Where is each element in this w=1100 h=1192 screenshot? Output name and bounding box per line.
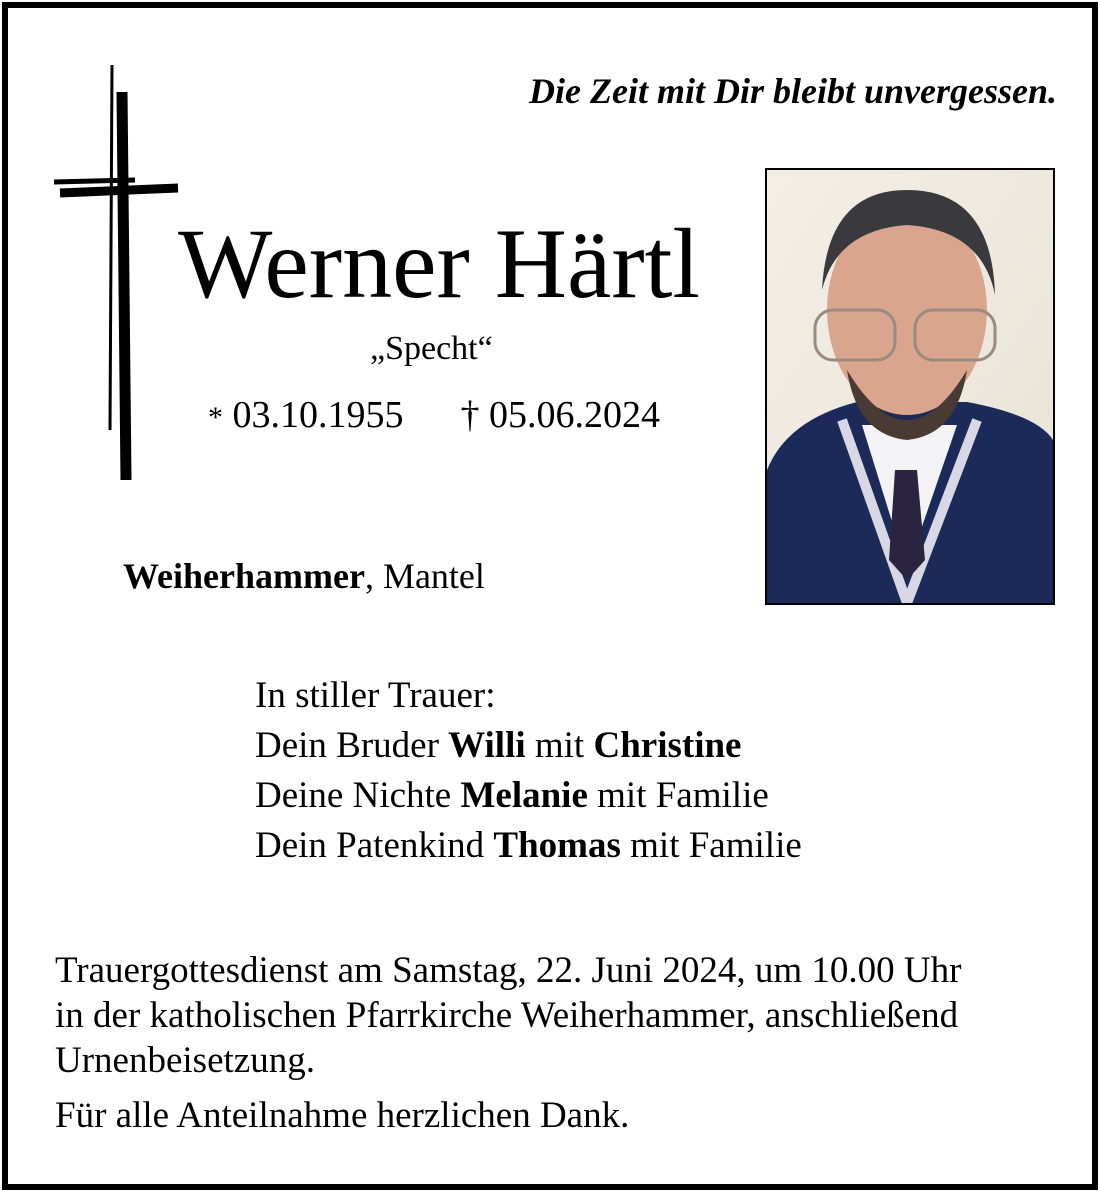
service-line: Trauergottesdienst am Samstag, 22. Juni 2024, um 10.00 Uhr	[55, 950, 962, 991]
text: mit	[525, 725, 594, 766]
mourner-line	[255, 727, 741, 764]
mourner-line	[255, 777, 769, 814]
text: Deine Nichte	[255, 775, 461, 816]
life-dates	[208, 396, 660, 434]
place-town: Weiherhammer	[123, 556, 365, 596]
mourner-line	[255, 827, 802, 864]
place	[123, 558, 485, 594]
mourner-name: Christine	[593, 725, 742, 766]
place-rest: , Mantel	[364, 556, 485, 596]
death-symbol: †	[460, 394, 480, 436]
birth-date: 03.10.1955	[232, 394, 404, 436]
death-date: 05.06.2024	[489, 394, 660, 436]
mourner-name: Melanie	[460, 775, 588, 816]
mourners-intro: In stiller Trauer:	[255, 675, 496, 716]
thanks-line: Für alle Anteilnahme herzlichen Dank.	[55, 1095, 630, 1136]
service-line: in der katholischen Pfarrkirche Weiherhammer, anschließend	[55, 995, 959, 1036]
text: mit Familie	[587, 775, 769, 816]
deceased-name: Werner Härtl	[178, 208, 701, 319]
tagline: Die Zeit mit Dir bleibt unvergessen.	[529, 71, 1057, 111]
text: Dein Patenkind	[255, 825, 494, 866]
text: mit Familie	[620, 825, 802, 866]
text: Dein Bruder	[255, 725, 449, 766]
mourner-name: Willi	[448, 725, 526, 766]
birth-symbol: *	[208, 401, 223, 434]
cross-icon	[50, 60, 185, 485]
service-line: Urnenbeisetzung.	[55, 1040, 315, 1081]
nickname: „Specht“	[370, 330, 493, 367]
mourner-name: Thomas	[493, 825, 621, 866]
portrait-photo	[765, 168, 1055, 605]
